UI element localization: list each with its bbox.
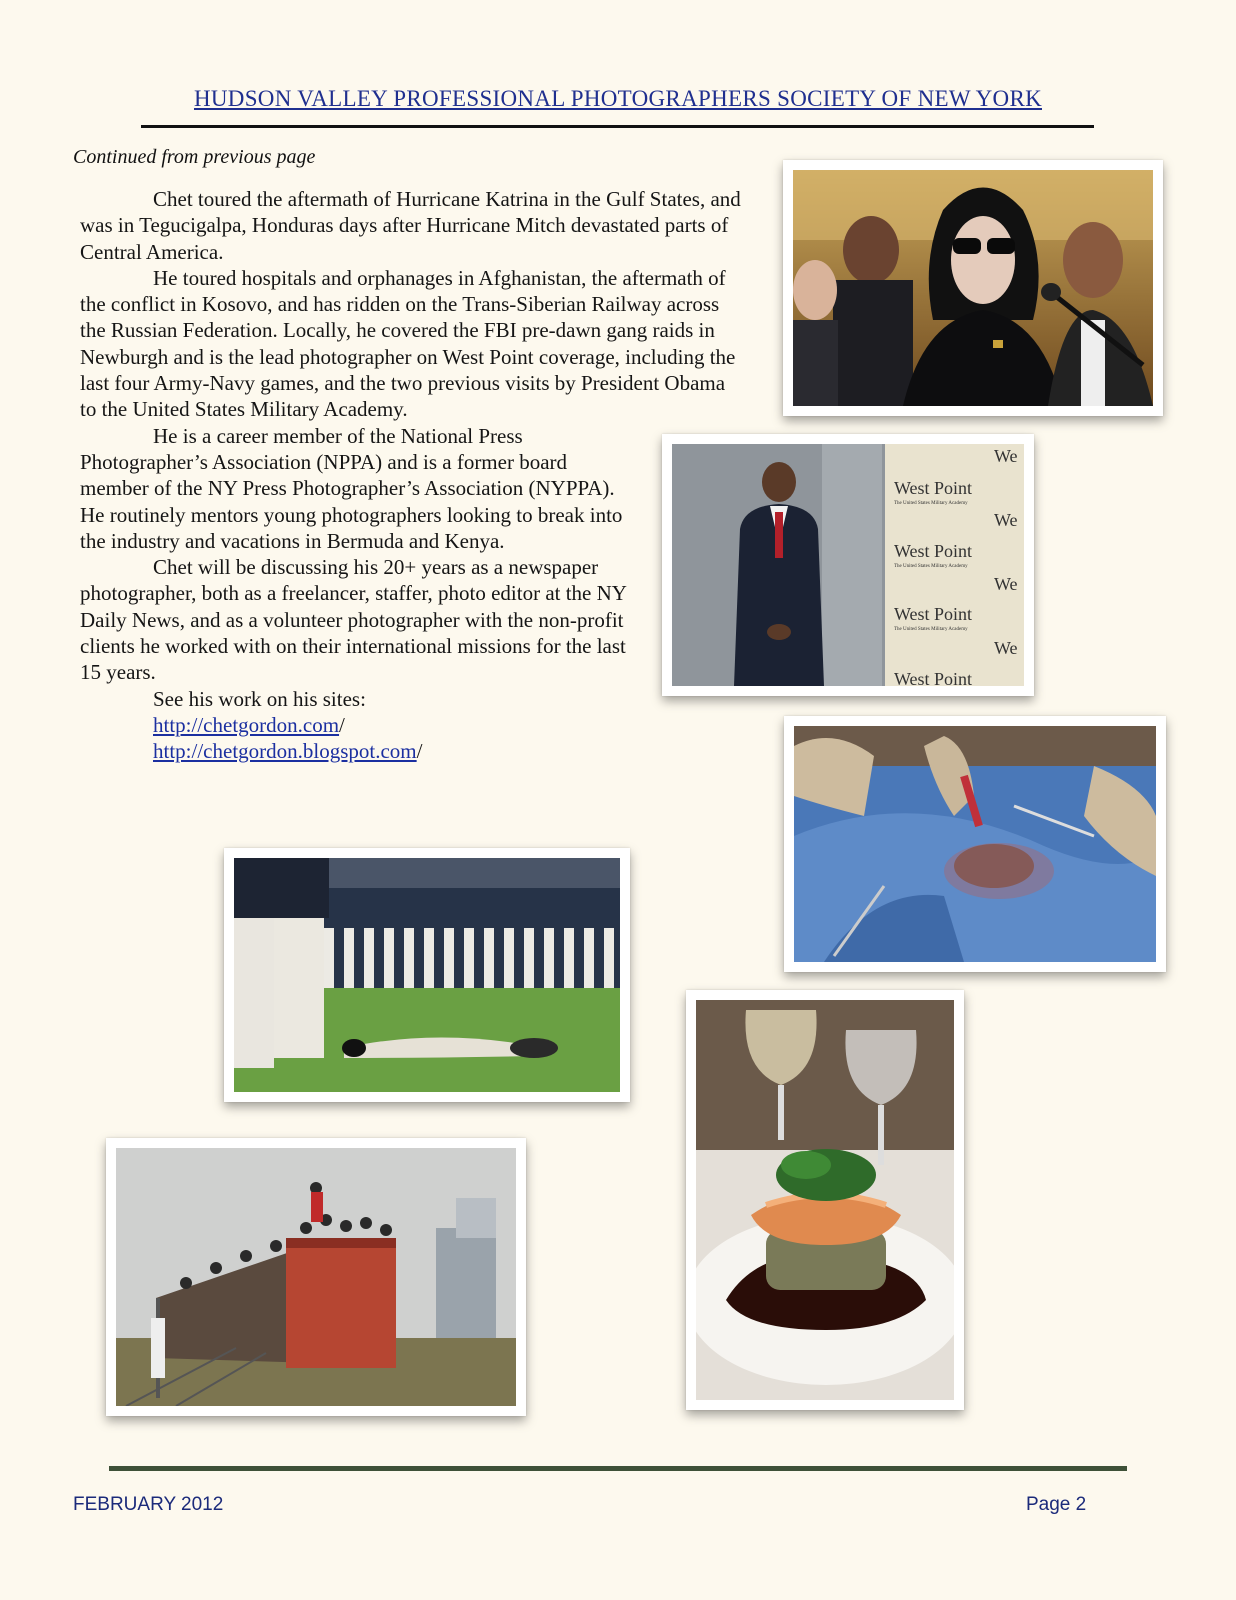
sites-intro: See his work on his sites: — [153, 686, 366, 711]
site-link-row-1 — [153, 712, 760, 738]
backdrop-partial-2: We — [994, 510, 1018, 530]
backdrop-text-1: West Point — [894, 478, 973, 498]
header-rule — [141, 125, 1094, 128]
paragraph-2: He toured hospitals and orphanages in Afghanistan, the aftermath of the conflict in Kosovo, and has ridden on the Trans-Siberian Railway across the Russian Federation. Locally, he covered the FBI pre-dawn gang raids in Newburgh and is the lead photographer on West Point coverage, including the last four Army-Navy games, and the two previous visits by President Obama to the United States Military Academy. — [80, 265, 736, 422]
cadets-drawing — [234, 858, 620, 1092]
page-header-title[interactable]: HUDSON VALLEY PROFESSIONAL PHOTOGRAPHERS SOCIETY OF NEW YORK — [193, 86, 1042, 111]
footer-page-number: Page 2 — [1026, 1494, 1087, 1515]
cadets-image — [234, 858, 620, 1092]
backdrop-text-4: West Point — [894, 669, 973, 686]
site-link-1[interactable]: http://chetgordon.com — [153, 712, 340, 737]
backdrop-sub-3: The United States Military Academy — [894, 627, 968, 632]
backdrop-text-3: West Point — [894, 604, 973, 624]
site-link-row-2 — [153, 738, 760, 764]
photo-surgery — [784, 716, 1166, 972]
press-conference-image — [793, 170, 1153, 406]
paragraph-3: He is a career member of the National Press Photographer’s Association (NPPA) and is a former board member of the NY Press Photographer’s Association (NYPPA). He routinely mentors young photographers looking to break into the industry and vacations in Bermuda and Kenya. — [80, 423, 623, 553]
continued-note: Continued from previous page — [73, 146, 316, 168]
photo-press-conference — [783, 160, 1163, 416]
press-conference-drawing — [793, 170, 1153, 406]
backdrop-partial-3: We — [994, 574, 1018, 594]
site-link-2[interactable]: http://chetgordon.blogspot.com — [153, 739, 417, 764]
crowded-train-drawing — [116, 1148, 516, 1406]
photo-west-point-backdrop — [662, 434, 1034, 696]
footer-rule — [109, 1466, 1127, 1471]
surgery-image — [794, 726, 1156, 962]
backdrop-partial-4: We — [994, 638, 1018, 658]
slash-1: / — [339, 712, 345, 737]
footer-date: FEBRUARY 2012 — [73, 1494, 224, 1515]
west-point-image — [672, 444, 1024, 686]
backdrop-sub-1: The United States Military Academy — [894, 501, 968, 506]
backdrop-partial-1: We — [994, 446, 1018, 466]
photo-cadets — [224, 848, 630, 1102]
photo-salmon-dish — [686, 990, 964, 1410]
slash-2: / — [416, 739, 423, 764]
crowded-train-image — [116, 1148, 516, 1406]
backdrop-text-2: West Point — [894, 541, 973, 561]
article-body — [80, 186, 760, 765]
paragraph-4: Chet will be discussing his 20+ years as a newspaper photographer, both as a freelancer, staffer, photo editor at the NY Daily News, and as a volunteer photographer with the non-profit clients he worked with on their international missions for the last 15 years. — [80, 555, 627, 685]
salmon-dish-image — [696, 1000, 954, 1400]
west-point-drawing — [672, 444, 1024, 686]
backdrop-sub-2: The United States Military Academy — [894, 564, 968, 569]
salmon-dish-drawing — [696, 1000, 954, 1400]
paragraph-1: Chet toured the aftermath of Hurricane Katrina in the Gulf States, and was in Tegucigalpa, Honduras days after Hurricane Mitch devastated parts of Central America. — [80, 187, 741, 264]
surgery-drawing — [794, 726, 1156, 962]
photo-crowded-train — [106, 1138, 526, 1416]
